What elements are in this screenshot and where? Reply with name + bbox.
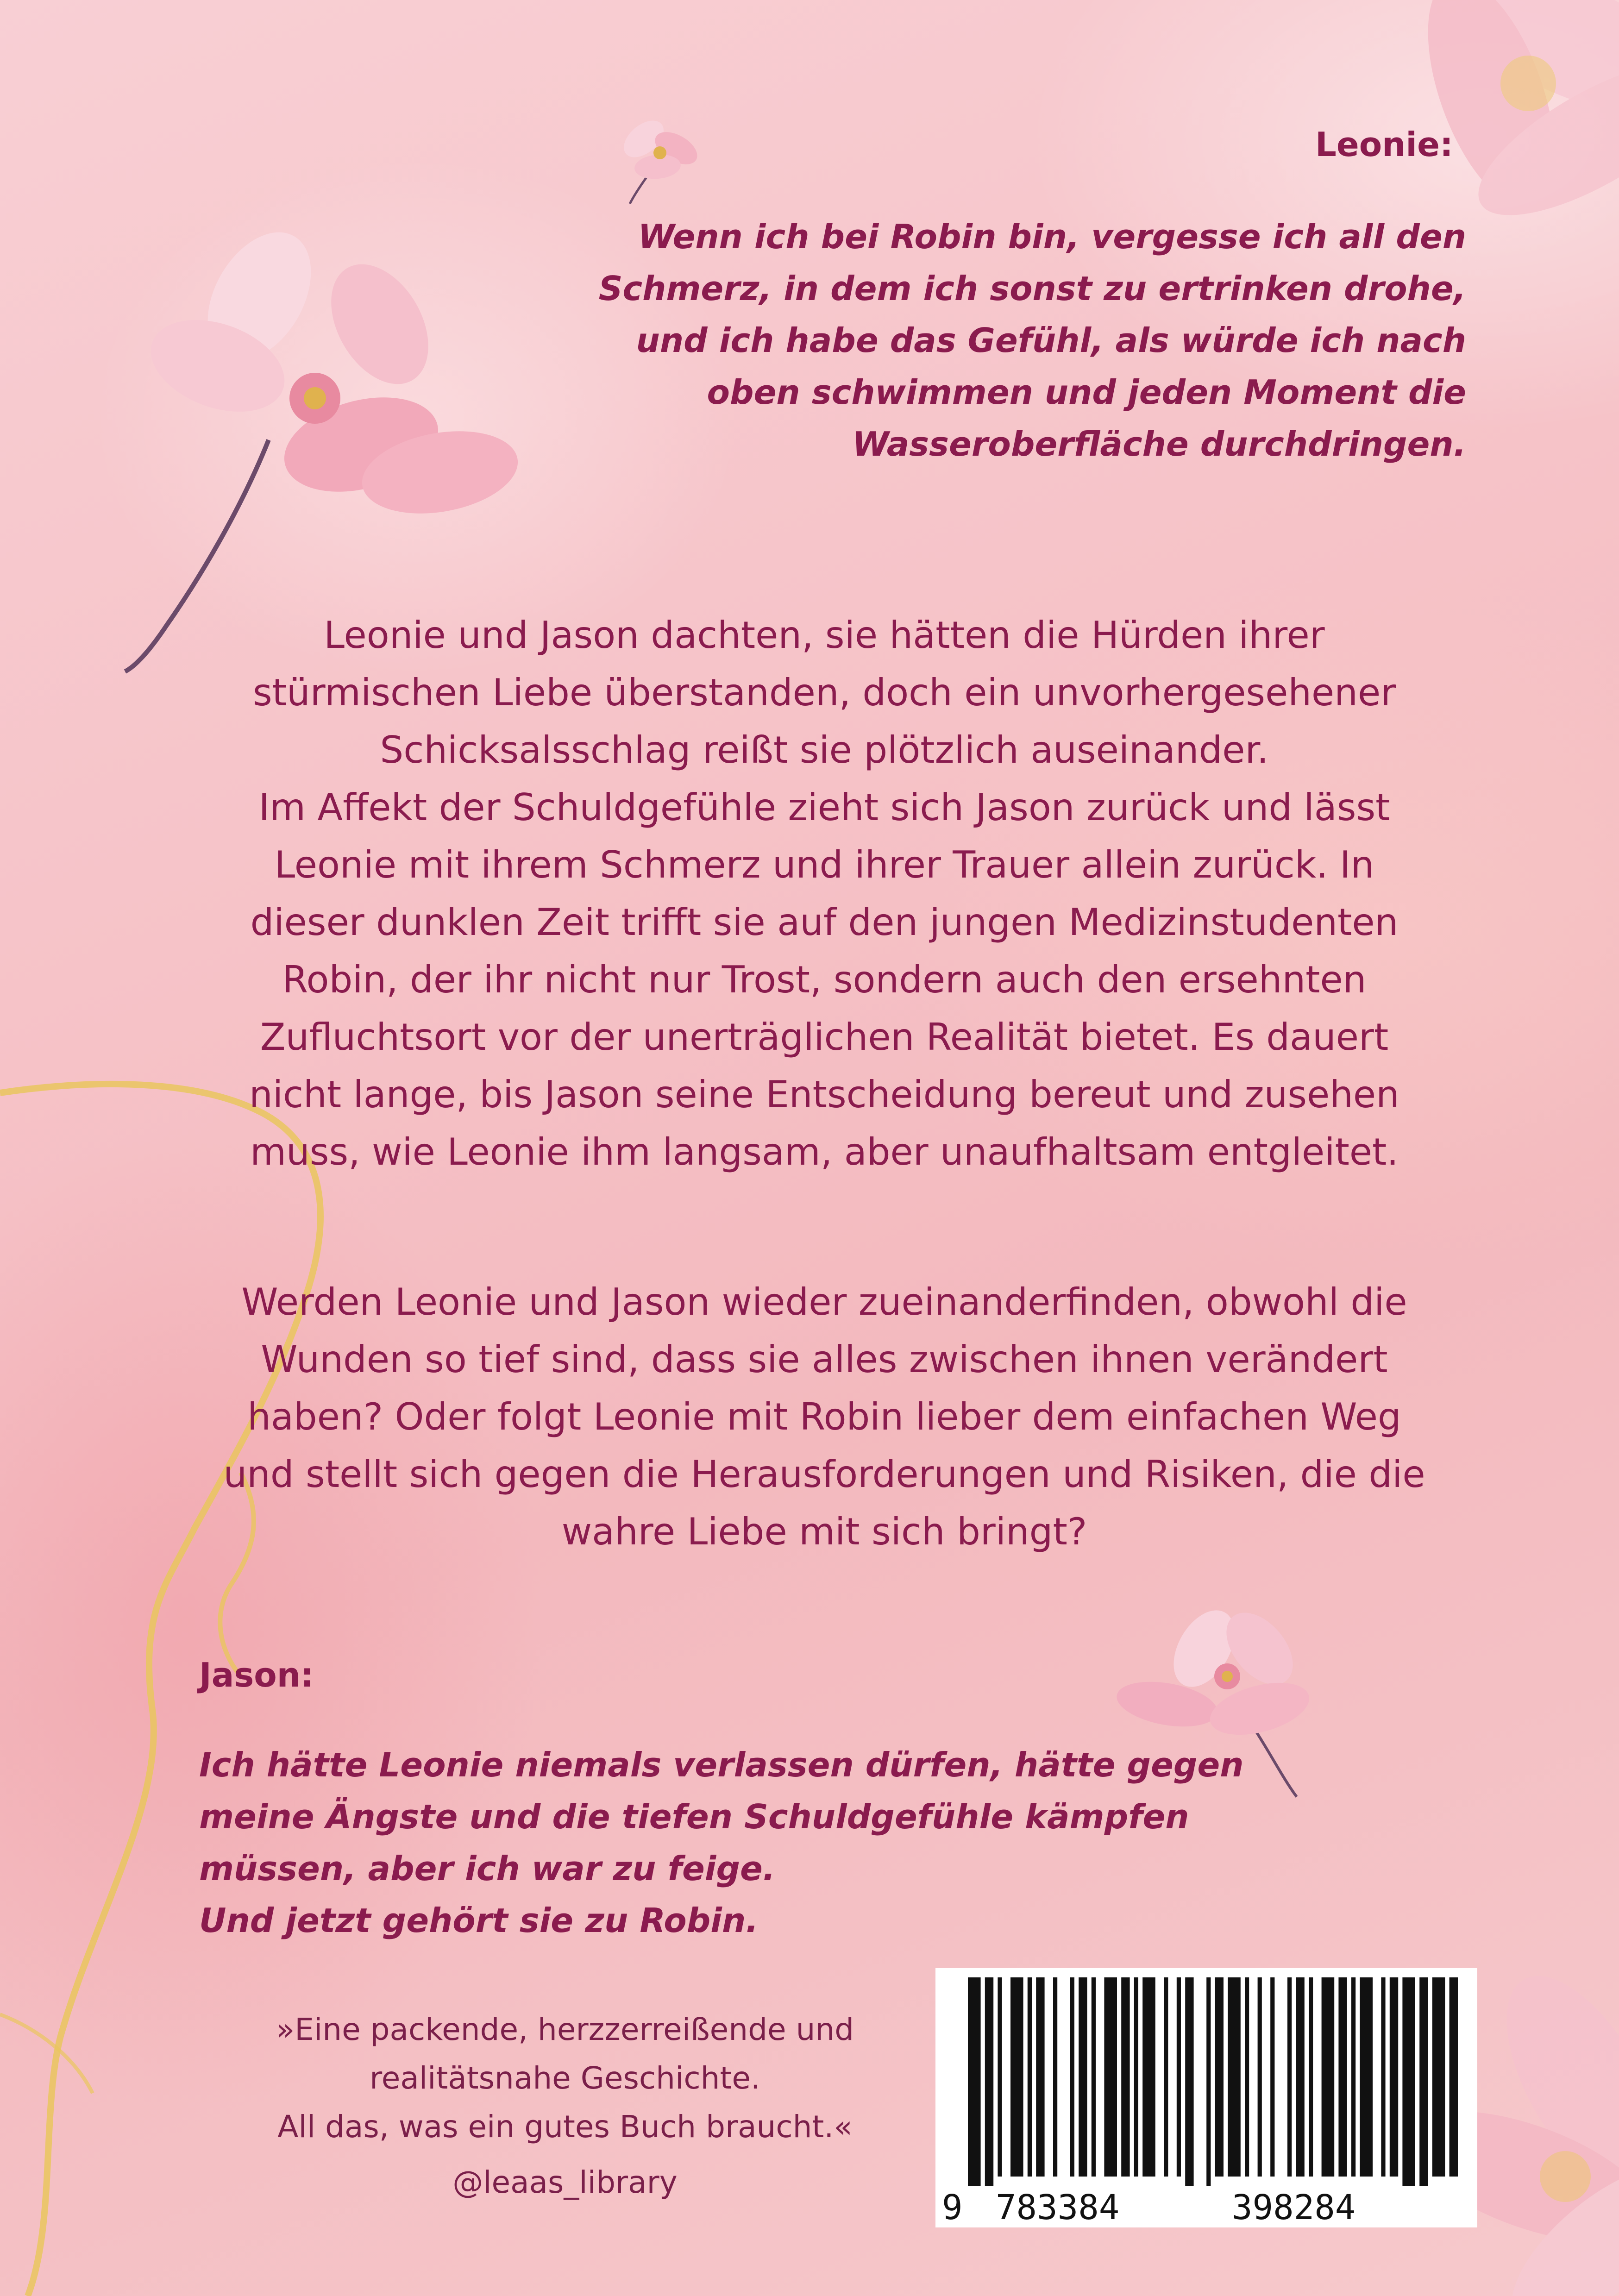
isbn-right-digits: 398284 xyxy=(1232,2188,1356,2227)
barcode-bar xyxy=(1381,1977,1385,2177)
isbn-left-digits: 783384 xyxy=(996,2188,1120,2227)
jason-quote-text: Ich hätte Leonie niemals verlassen dürfen, hätte gegen meine Ängste und die tiefen Schuldgefühle kämpfen müssen, aber ich war zu feige. Und jetzt gehört sie zu Robin. xyxy=(199,1745,1244,1940)
barcode-bar xyxy=(1258,1977,1262,2177)
barcode-bar xyxy=(1036,1977,1044,2177)
barcode-bar xyxy=(1228,1977,1241,2177)
barcode-bar xyxy=(1360,1977,1373,2177)
barcode-bar xyxy=(1164,1977,1168,2177)
barcode-bar xyxy=(1390,1977,1398,2177)
barcode-bar xyxy=(1028,1977,1032,2177)
isbn-lead-digit: 9 xyxy=(942,2188,963,2227)
barcode-bar xyxy=(1177,1977,1181,2177)
barcode-bar xyxy=(1432,1977,1445,2177)
review-quote: »Eine packende, herzzerreißende und realitätsnahe Geschichte. All das, was ein gutes Buch braucht.« xyxy=(276,2012,854,2145)
barcode-bar xyxy=(1142,1977,1155,2177)
isbn-digits xyxy=(935,2186,1477,2227)
barcode-bar xyxy=(1402,1977,1415,2186)
barcode-bar xyxy=(1134,1977,1138,2177)
barcode-bar xyxy=(1070,1977,1074,2177)
barcode-bar xyxy=(968,1977,981,2186)
corner-flower-top-right xyxy=(1402,0,1619,244)
barcode-bar xyxy=(1450,1977,1458,2177)
barcode-bar xyxy=(1185,1977,1193,2186)
gold-vein-line xyxy=(0,2014,93,2093)
jason-quote-speaker: Jason: xyxy=(199,1656,314,1694)
barcode-bars xyxy=(935,1968,1477,2186)
barcode-bar xyxy=(1322,1977,1335,2177)
barcode-bar xyxy=(1206,1977,1211,2186)
leonie-quote-text: Wenn ich bei Robin bin, vergesse ich all den Schmerz, in dem ich sonst zu ertrinken drohe, und ich habe das Gefühl, als würde ich nach oben schwimmen und jeden Moment die Wasseroberfläche durchdringen. xyxy=(598,217,1466,464)
barcode-bar xyxy=(1287,1977,1292,2177)
leonie-quote-speaker: Leonie: xyxy=(1315,125,1453,164)
blurb-paragraph-2: Werden Leonie und Jason wieder zueinanderfinden, obwohl die Wunden so tief sind, dass sie alles zwischen ihnen verändert haben? Oder folgt Leonie mit Robin lieber dem einfachen Weg und stellt sich gegen die Herausforderungen und Risiken, die die wahre Liebe mit sich bringt? xyxy=(223,1280,1425,1553)
cherry-blossom-large xyxy=(125,214,524,671)
barcode-bar xyxy=(1309,1977,1313,2177)
barcode-bar xyxy=(1079,1977,1087,2177)
barcode-bar xyxy=(1338,1977,1347,2177)
barcode-bar xyxy=(985,1977,993,2186)
barcode-bar xyxy=(1053,1977,1057,2177)
barcode-bar xyxy=(1351,1977,1355,2177)
isbn-barcode xyxy=(935,1968,1477,2227)
cherry-blossom-small xyxy=(617,113,703,204)
barcode-bar xyxy=(1245,1977,1249,2177)
barcode-bar xyxy=(1104,1977,1117,2177)
barcode-bar xyxy=(998,1977,1002,2177)
barcode-bar xyxy=(1121,1977,1130,2177)
barcode-bar xyxy=(1296,1977,1304,2177)
blurb-paragraph-1: Leonie und Jason dachten, sie hätten die Hürden ihrer stürmischen Liebe überstanden, doch ein unvorhergesehener Schicksalsschlag reißt sie plötzlich auseinander. Im Affekt der Schuldgefühle zieht sich Jason zurück und lässt Leonie mit ihrem Schmerz und ihrer Trauer allein zurück. In dieser dunklen Zeit trifft sie auf den jungen Medizinstudenten Robin, der ihr nicht nur Trost, sondern auch den ersehnten Zufluchtsort vor der unerträglichen Realität bietet. Es dauert nicht lange, bis Jason seine Entscheidung bereut und zusehen muss, wie Leonie ihm langsam, aber unaufhaltsam entgleitet. xyxy=(249,614,1399,1173)
review-source: @leaas_library xyxy=(452,2164,678,2200)
barcode-bar xyxy=(1419,1977,1428,2186)
barcode-bar xyxy=(1215,1977,1224,2177)
barcode-bar xyxy=(1270,1977,1274,2177)
barcode-bar xyxy=(1010,1977,1023,2177)
barcode-bar xyxy=(1092,1977,1096,2177)
